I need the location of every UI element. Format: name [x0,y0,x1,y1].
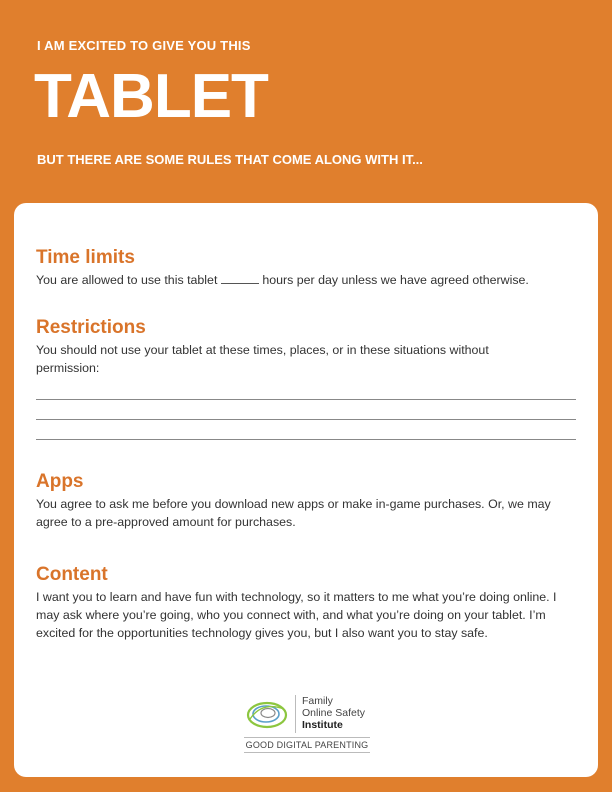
section-body: I want you to learn and have fun with technology, so it matters to me what you’re doing online. I may ask where you’re going, who you connect with, and what you’re doing on your tablet. I’m excited for the opportunities technology gives you, but I also want you to stay safe. [36,590,557,640]
section-body [36,271,581,289]
logo-line-2: Online Safety [302,707,366,719]
page-title: TABLET [34,62,268,131]
hours-blank-field[interactable] [221,272,259,284]
section-content [36,564,581,642]
write-in-line[interactable] [36,419,576,420]
section-body: You should not use your tablet at these times, places, or in these situations without permission: [36,343,489,375]
write-in-line[interactable] [36,439,576,440]
logo-line-1: Family [302,695,333,707]
section-title: Time limits [36,247,135,268]
logo-tagline: GOOD DIGITAL PARENTING [244,737,370,753]
section-body: You agree to ask me before you download new apps or make in-game purchases. Or, we may agree to a pre-approved amount for purchases. [36,497,551,529]
time-limits-text-before: You are allowed to use this tablet [36,273,218,287]
subtitle-text: BUT THERE ARE SOME RULES THAT COME ALONG WITH IT... [37,152,423,167]
section-time-limits [36,247,581,289]
section-title: Content [36,564,108,585]
kicker-text: I AM EXCITED TO GIVE YOU THIS [37,38,251,53]
fosi-logo [244,693,384,753]
section-title: Restrictions [36,317,146,338]
logo-wordmark [302,695,365,731]
fosi-swirl-logo-icon [244,695,290,731]
write-in-line[interactable] [36,399,576,400]
logo-line-3: Institute [302,719,343,731]
section-title: Apps [36,471,84,492]
time-limits-text-after: hours per day unless we have agreed otherwise. [262,273,529,287]
rules-card [14,203,598,777]
section-apps [36,471,581,531]
section-restrictions [36,317,581,377]
logo-divider [295,695,296,733]
